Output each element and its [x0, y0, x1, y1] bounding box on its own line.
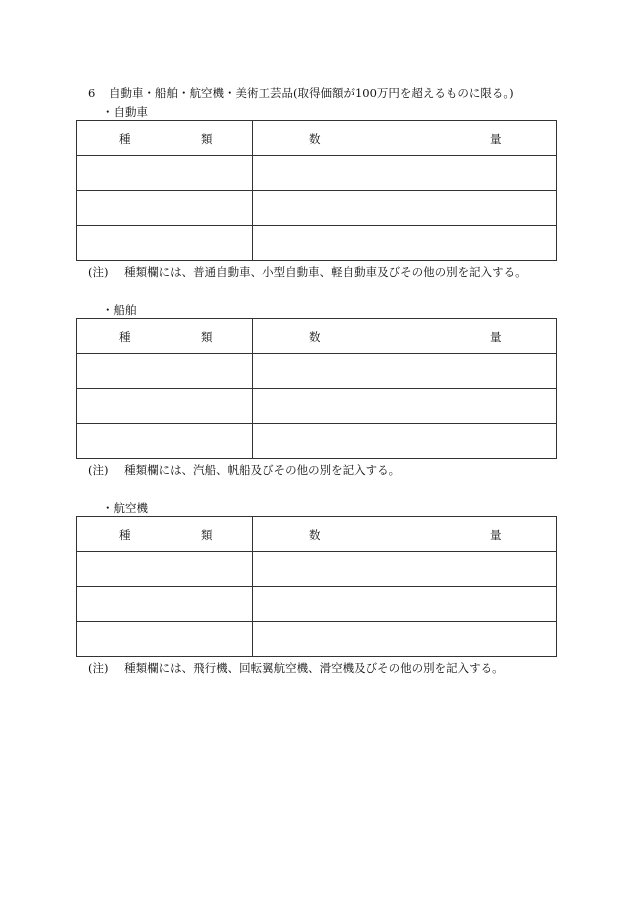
kind-cell[interactable] [77, 191, 253, 226]
quantity-cell[interactable] [253, 156, 557, 191]
kind-cell[interactable] [77, 552, 253, 587]
quantity-cell[interactable] [253, 587, 557, 622]
quantity-header-cell [253, 121, 557, 156]
note-aircraft [88, 660, 504, 676]
quantity-cell[interactable] [253, 552, 557, 587]
quantity-header-char-2: 量 [490, 132, 502, 146]
note-text: 種類欄には、飛行機、回転翼航空機、滑空機及びその他の別を記入する。 [124, 661, 504, 675]
kind-header-char-1: 種 [119, 330, 131, 344]
quantity-cell[interactable] [253, 622, 557, 657]
note-prefix: (注) [88, 463, 109, 477]
kind-header-char-2: 類 [201, 330, 213, 344]
kind-header-cell [77, 121, 253, 156]
table-row [77, 587, 557, 622]
quantity-header-cell [253, 319, 557, 354]
quantity-header-char-2: 量 [490, 330, 502, 344]
subsection-title-car: ・自動車 [102, 105, 148, 119]
kind-cell[interactable] [77, 354, 253, 389]
table-row [77, 354, 557, 389]
table-row [77, 622, 557, 657]
note-prefix: (注) [88, 265, 109, 279]
kind-header-cell [77, 319, 253, 354]
quantity-cell[interactable] [253, 191, 557, 226]
kind-cell[interactable] [77, 389, 253, 424]
quantity-header-char-1: 数 [309, 132, 321, 146]
quantity-cell[interactable] [253, 389, 557, 424]
table-row [77, 156, 557, 191]
table-row [77, 191, 557, 226]
kind-cell[interactable] [77, 424, 253, 459]
note-ship [88, 462, 400, 478]
subsection-title-ship: ・船舶 [102, 303, 137, 317]
note-text: 種類欄には、汽船、帆船及びその他の別を記入する。 [124, 463, 401, 477]
kind-header-char-2: 類 [201, 528, 213, 542]
kind-cell[interactable] [77, 226, 253, 261]
table-header-row [77, 121, 557, 156]
kind-cell[interactable] [77, 587, 253, 622]
table-row [77, 389, 557, 424]
table-row [77, 226, 557, 261]
quantity-header-char-1: 数 [309, 330, 321, 344]
note-prefix: (注) [88, 661, 109, 675]
section-title: 自動車・船舶・航空機・美術工芸品(取得価額が100万円を超えるものに限る。) [108, 86, 514, 100]
table-row [77, 424, 557, 459]
kind-header-cell [77, 517, 253, 552]
kind-cell[interactable] [77, 156, 253, 191]
kind-cell[interactable] [77, 622, 253, 657]
table-row [77, 552, 557, 587]
subsection-title-aircraft: ・航空機 [102, 501, 148, 515]
note-car [88, 264, 527, 280]
kind-header-char-2: 類 [201, 132, 213, 146]
table-header-row [77, 319, 557, 354]
quantity-header-char-2: 量 [490, 528, 502, 542]
note-text: 種類欄には、普通自動車、小型自動車、軽自動車及びその他の別を記入する。 [124, 265, 527, 279]
quantity-header-cell [253, 517, 557, 552]
quantity-cell[interactable] [253, 424, 557, 459]
quantity-cell[interactable] [253, 226, 557, 261]
table-header-row [77, 517, 557, 552]
quantity-header-char-1: 数 [309, 528, 321, 542]
kind-header-char-1: 種 [119, 132, 131, 146]
section-heading [88, 85, 514, 101]
kind-header-char-1: 種 [119, 528, 131, 542]
ship-table [76, 318, 557, 459]
quantity-cell[interactable] [253, 354, 557, 389]
car-table [76, 120, 557, 261]
aircraft-table [76, 516, 557, 657]
section-number: 6 [88, 86, 96, 100]
